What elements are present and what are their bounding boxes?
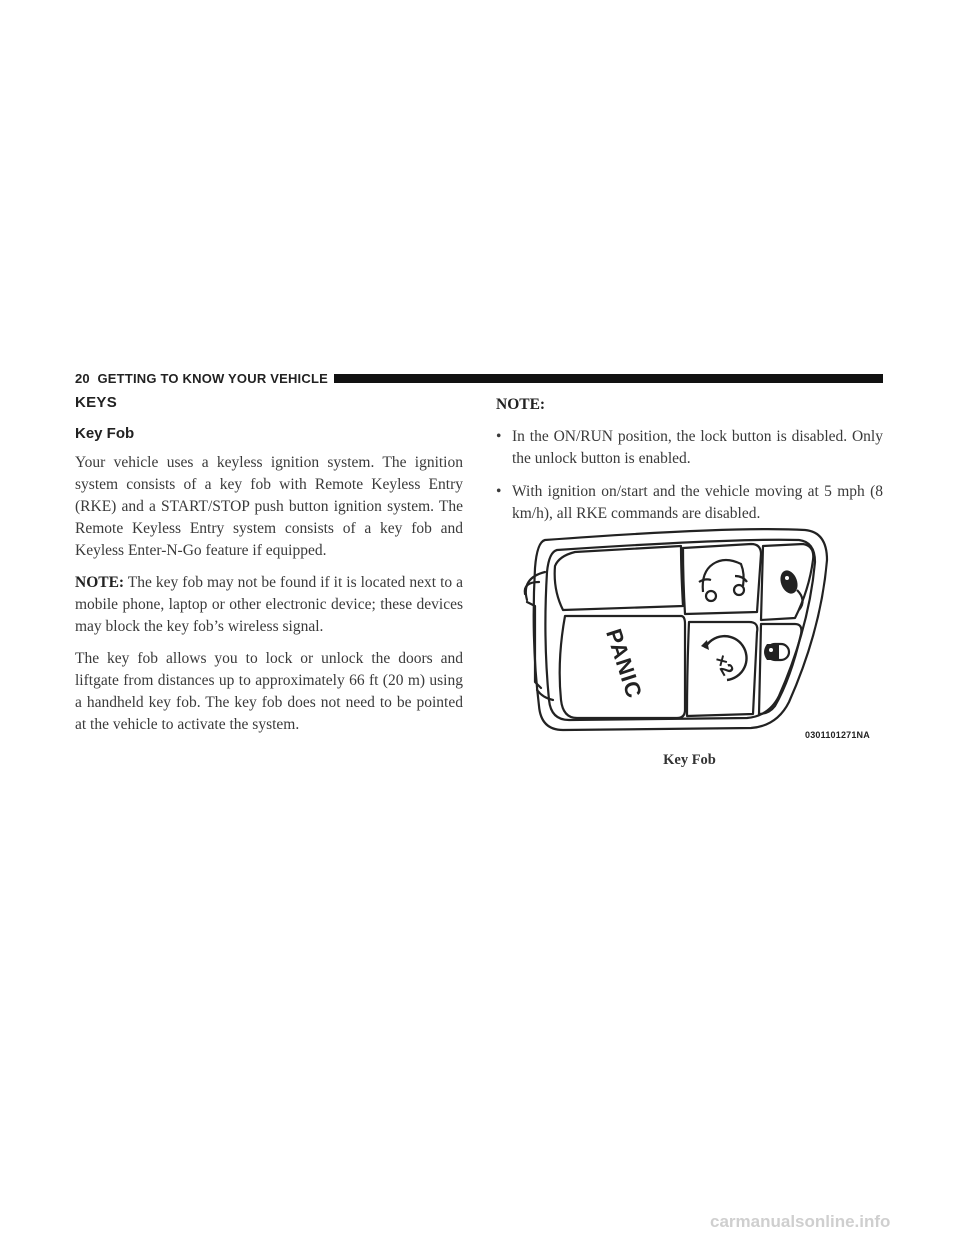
note-text: The key fob may not be found if it is located next to a mobile phone, laptop or other electronic device; these devices may block the key fob’s wireless signal. bbox=[75, 574, 463, 635]
header-rule bbox=[334, 374, 883, 383]
note-list bbox=[496, 426, 883, 525]
lock-icon bbox=[777, 568, 802, 610]
unlock-icon bbox=[764, 644, 789, 660]
list-item: • With ignition on/start and the vehicle moving at 5 mph (8 km/h), all RKE commands are disabled. bbox=[496, 483, 883, 522]
panic-label: PANIC bbox=[601, 625, 648, 702]
range-paragraph: The key fob allows you to lock or unlock the doors and liftgate from distances up to approximately 66 ft (20 m) using a handheld key fob. The key fob does not need to be pointed at the vehicle to activate the system. bbox=[75, 650, 463, 733]
page-number: 20 bbox=[75, 370, 90, 386]
list-item: • In the ON/RUN position, the lock button is disabled. Only the unlock button is enabled. bbox=[496, 428, 883, 467]
key-fob-drawing bbox=[505, 520, 885, 742]
figure-caption: Key Fob bbox=[663, 752, 716, 768]
subsection-heading: Key Fob bbox=[75, 425, 135, 442]
x2-icon bbox=[701, 636, 747, 680]
key-fob-illustration bbox=[505, 520, 885, 742]
watermark: carmanualsonline.info bbox=[710, 1212, 891, 1231]
intro-paragraph: Your vehicle uses a keyless ignition system. The ignition system consists of a key fob with Remote Keyless Entry (RKE) and a START/STOP push button ignition system. The Remote Keyless Entry system consists of a key fob and Keyless Enter-N-Go feature if equipped. bbox=[75, 454, 463, 559]
note-paragraph bbox=[75, 572, 463, 638]
svg-text:×2: ×2 bbox=[710, 651, 738, 679]
right-column bbox=[496, 394, 883, 536]
bullet-icon: • bbox=[496, 483, 502, 500]
note-title: NOTE: bbox=[496, 396, 546, 413]
figure-code: 0301101271NA bbox=[805, 730, 870, 740]
section-heading: KEYS bbox=[75, 394, 118, 411]
section-title: GETTING TO KNOW YOUR VEHICLE bbox=[97, 370, 328, 386]
header-text bbox=[75, 371, 328, 386]
page-header bbox=[75, 368, 883, 388]
bullet-icon: • bbox=[496, 428, 502, 445]
remote-start-icon bbox=[699, 560, 747, 601]
note-label: NOTE: bbox=[75, 574, 125, 591]
left-column bbox=[75, 394, 463, 746]
